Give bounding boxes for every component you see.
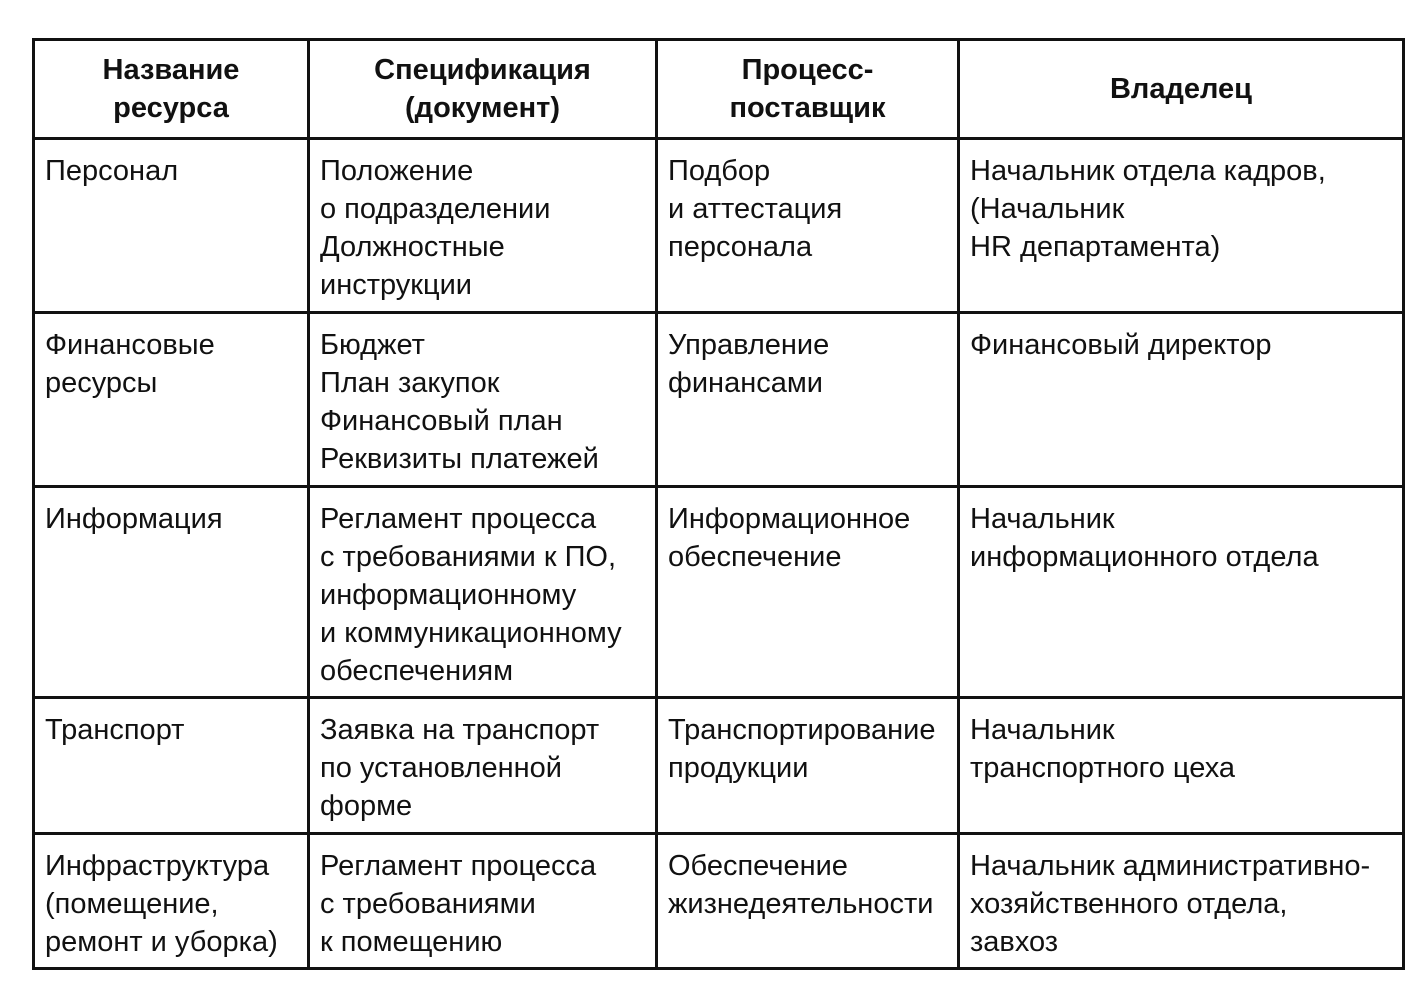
cell-specification: Положение о подразделении Должностные инструкции [309, 139, 657, 313]
cell-owner: Начальник информационного отдела [959, 487, 1404, 698]
cell-specification: Регламент процесса с требованиями к ПО, информационному и коммуникационному обеспечениям [309, 487, 657, 698]
table-header-row [34, 40, 1404, 139]
cell-owner: Начальник административно- хозяйственного отдела, завхоз [959, 834, 1404, 969]
cell-process: Информационное обеспечение [657, 487, 959, 698]
header-specification: Спецификация (документ) [309, 40, 657, 139]
table-row [34, 313, 1404, 487]
cell-resource: Финансовые ресурсы [34, 313, 309, 487]
header-supplier-process: Процесс- поставщик [657, 40, 959, 139]
cell-owner: Финансовый директор [959, 313, 1404, 487]
cell-process: Обеспечение жизнедеятельности [657, 834, 959, 969]
cell-owner: Начальник транспортного цеха [959, 698, 1404, 834]
cell-owner: Начальник отдела кадров, (Начальник HR департамента) [959, 139, 1404, 313]
cell-resource: Информация [34, 487, 309, 698]
cell-resource: Персонал [34, 139, 309, 313]
cell-resource: Транспорт [34, 698, 309, 834]
header-resource-name: Название ресурса [34, 40, 309, 139]
cell-specification: Бюджет План закупок Финансовый план Реквизиты платежей [309, 313, 657, 487]
table-row [34, 698, 1404, 834]
resource-table [32, 38, 1405, 970]
cell-process: Управление финансами [657, 313, 959, 487]
cell-specification: Регламент процесса с требованиями к помещению [309, 834, 657, 969]
table-row [34, 139, 1404, 313]
cell-resource: Инфраструктура (помещение, ремонт и уборка) [34, 834, 309, 969]
cell-specification: Заявка на транспорт по установленной форме [309, 698, 657, 834]
cell-process: Транспортирование продукции [657, 698, 959, 834]
header-owner: Владелец [959, 40, 1404, 139]
table-row [34, 487, 1404, 698]
cell-process: Подбор и аттестация персонала [657, 139, 959, 313]
table-row [34, 834, 1404, 969]
